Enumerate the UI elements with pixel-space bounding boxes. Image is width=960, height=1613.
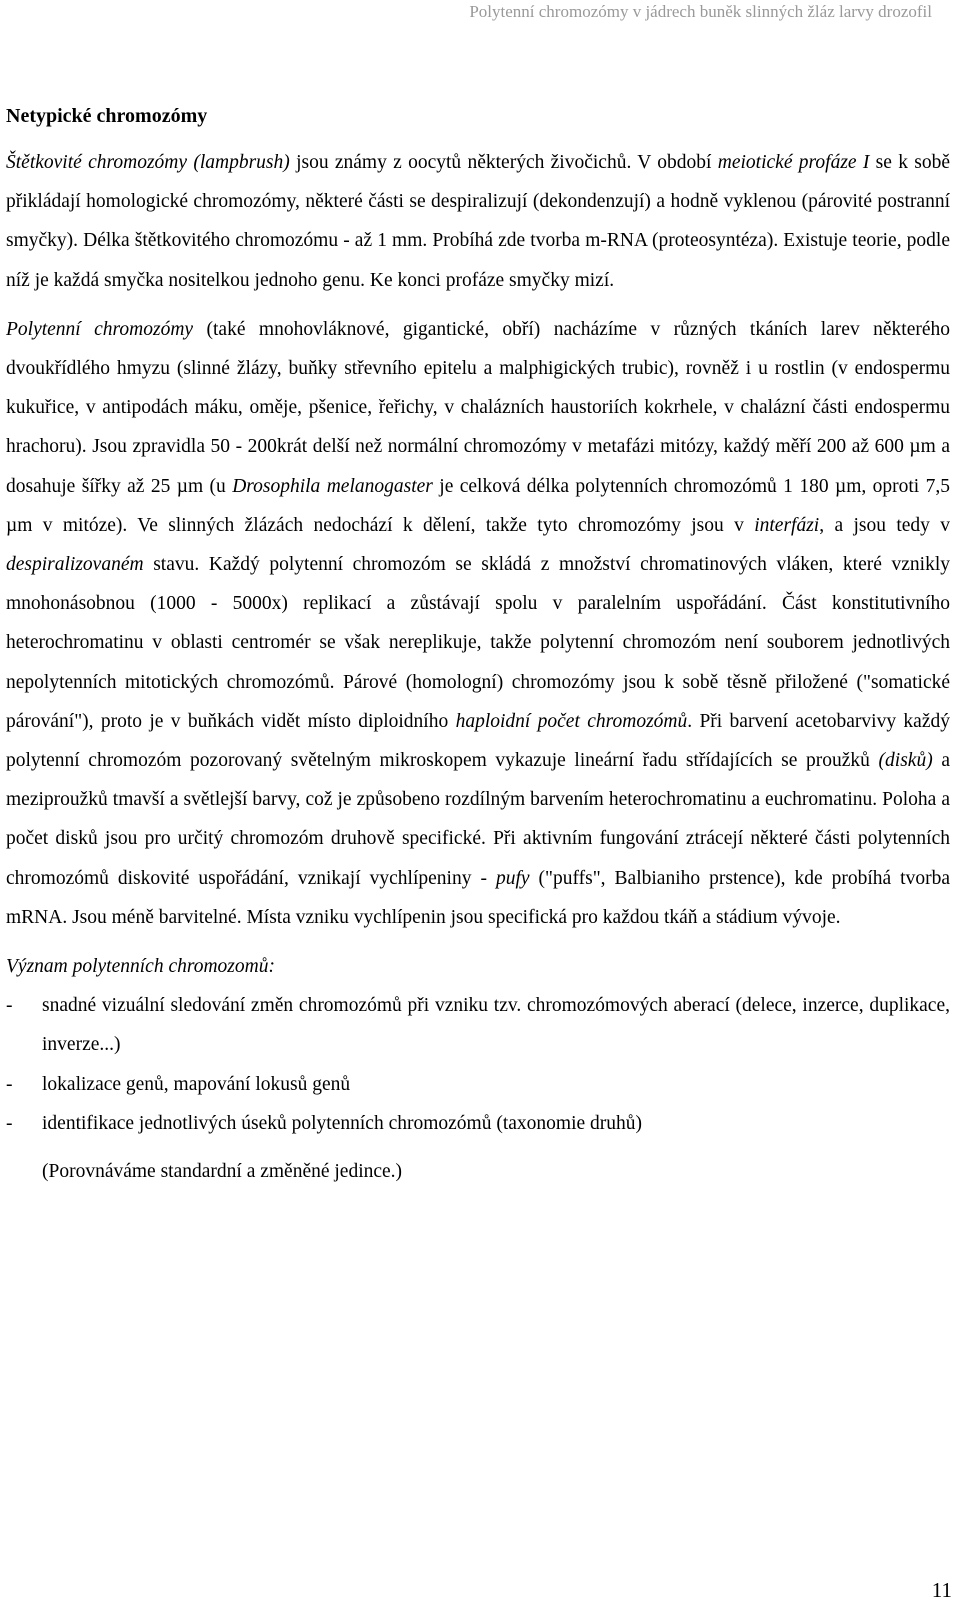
list-dash: - <box>6 995 13 1017</box>
list-item-text: lokalizace genů, mapování lokusů genů <box>42 1073 351 1095</box>
text-span: ("puffs", Balbianiho prstence), kde probíhá tvorba mRNA. Jsou méně barvitelné. Místa vzniku vychlípenin jsou specifická pro každou tkáň a stádium vývoje. <box>6 867 950 928</box>
term-puffs: pufy <box>495 867 530 889</box>
text-span: jsou známy z oocytů některých živočichů. V období <box>289 152 718 173</box>
list-item <box>6 1065 950 1104</box>
list-dash: - <box>6 1112 13 1134</box>
text-span: (také mnohovláknové, gigantické, obří) nacházíme v různých tkáních larev některého dvoukřídlého hmyzu (slinné žlázy, buňky střevního epitelu a malphigických trubic), rovněž i u rostlin (v endospermu kukuřice, v antipodách máku, oměje, pšenice, řeřichy, v chalázních haustoriích kokrhele, v chalázní části endospermu hrachoru). Jsou zpravidla 50 - 200krát delší než normální chromozómy v metafázi mitózy, každý měří 200 až 600 µm a dosahuje šířky až 25 µm (u <box>6 318 951 497</box>
significance-heading-text: Význam polytenních chromozomů: <box>6 956 275 978</box>
text-span: , a jsou tedy v <box>819 514 950 536</box>
text-span: je celková délka polytenních chromozómů 1 180 µm, oproti 7,5 µm v mitóze). Ve slinných žlázách nedochází k dělení, takže tyto chromozómy jsou v <box>6 475 951 536</box>
term-interphase: interfázi <box>754 514 820 536</box>
list-item-text: snadné vizuální sledování změn chromozómů při vzniku tzv. chromozómových aberací (delece, inzerce, duplikace, inverze...) <box>42 995 950 1056</box>
significance-heading <box>6 947 950 986</box>
text-span: a meziproužků tmavší a světlejší barvy, což je způsobeno rozdílným barvením heterochromatinu a euchromatinu. Poloha a počet disků jsou pro určitý chromozóm druhově specifické. Při aktivním fungování ztrácejí některé části polytenních chromozómů diskovité uspořádání, vznikají vychlípeniny - <box>6 750 950 889</box>
text-span: se k sobě přikládají homologické chromozómy, některé části se despiralizují (dekondenzují) a hodně vyklenou (párovité postranní smyčky). Délka štětkovitého chromozómu - až 1 mm. Probíhá zde tvorba m-RNA (proteosyntéza). Existuje teorie, podle níž je každá smyčka nositelkou jednoho genu. Ke konci profáze smyčky mizí. <box>6 152 950 291</box>
polytene-paragraph <box>6 310 950 937</box>
term-lampbrush: Štětkovité chromozómy <box>6 152 188 173</box>
term-haploid: haploidní počet chromozómů <box>455 710 688 732</box>
term-polytene: Polytenní chromozómy <box>6 318 194 340</box>
page-content <box>6 100 950 1211</box>
list-item-text: identifikace jednotlivých úseků polytenních chromozómů (taxonomie druhů) <box>42 1112 643 1134</box>
lampbrush-paragraph <box>6 143 950 300</box>
term-lampbrush-en: (lampbrush) <box>193 152 290 173</box>
list-item <box>6 986 950 1064</box>
page-number: 11 <box>931 1578 952 1602</box>
list-item <box>6 1104 950 1143</box>
term-despiralized: despiralizovaném <box>6 554 144 576</box>
text-span: . Při barvení acetobarvivy každý polytenní chromozóm pozorovaný světelným mikroskopem vykazuje lineární řadu střídajících se proužků <box>6 710 950 772</box>
running-header: Polytenní chromozómy v jádrech buněk slinných žláz larvy drozofil <box>469 2 932 21</box>
text-span: stavu. Každý polytenní chromozóm se skládá z množství chromatinových vláken, které vznikly mnohonásobnou (1000 - 5000x) replikací a zůstávají spolu v paralelním uspořádání. Část konstitutivního heterochromatinu v oblasti centromér se však nereplikuje, takže polytenní chromozóm není souborem jednotlivých nepolytenních mitotických chromozómů. Párové (homologní) chromozómy jsou k sobě těsně přiložené ("somatické párování"), proto je v buňkách vidět místo diploidního <box>6 554 950 732</box>
term-meiotic-prophase: meiotické profáze I <box>717 152 870 173</box>
term-disks: (disků) <box>878 750 933 772</box>
significance-list <box>6 986 950 1143</box>
list-dash: - <box>6 1073 13 1095</box>
term-species: Drosophila melanogaster <box>232 475 433 497</box>
section-title: Netypické chromozómy <box>6 105 208 127</box>
comparison-note: (Porovnáváme standardní a změněné jedince.) <box>42 1161 403 1183</box>
